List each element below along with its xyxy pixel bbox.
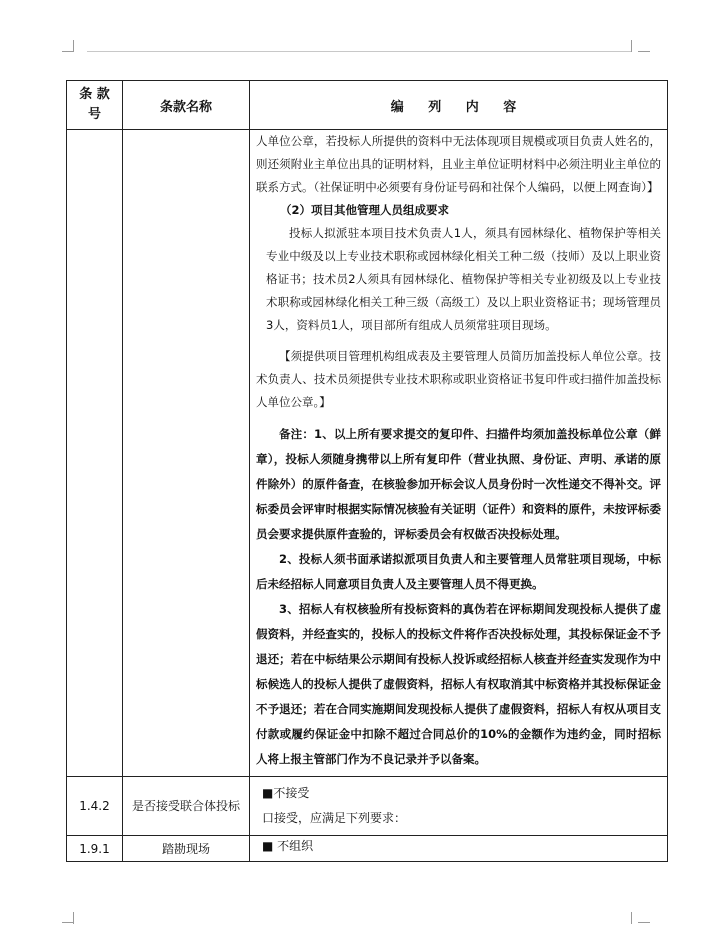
clause-number-cell: 1.9.1	[67, 836, 123, 862]
header-clause-number-line2: 号	[87, 107, 101, 122]
page-top-rule	[87, 51, 631, 52]
content-cell	[250, 836, 668, 862]
crop-mark	[631, 40, 632, 52]
option-not-organize: ■ 不组织	[262, 839, 314, 853]
table-row	[67, 836, 668, 862]
clause-name-cell: 踏勘现场	[123, 836, 250, 862]
remarks-paragraph: 2、投标人须书面承诺拟派项目负责人和主要管理人员常驻项目现场，中标后未经招标人同意项目负责人及主要管理人员不得更换。	[256, 552, 661, 591]
subsection-title: （2）项目其他管理人员组成要求	[280, 203, 449, 217]
header-content: 编 列 内 容	[250, 81, 668, 130]
table-row	[67, 130, 668, 777]
header-clause-number	[67, 81, 123, 130]
clause-number-cell	[67, 130, 123, 777]
specification-table	[66, 80, 668, 862]
content-cell	[250, 130, 668, 777]
crop-mark	[631, 912, 632, 924]
header-clause-number-line1: 条 款	[79, 87, 110, 102]
content-paragraph: 【须提供项目管理机构组成表及主要管理人员简历加盖投标人单位公章。技术负责人、技术员须提供专业技术职称或职业资格证书复印件或扫描件加盖投标人单位公章。】	[256, 349, 661, 409]
crop-mark	[638, 922, 650, 923]
header-clause-name: 条款名称	[123, 81, 250, 130]
content-paragraph: 投标人拟派驻本项目技术负责人1人，须具有园林绿化、植物保护等相关专业中级及以上专业技术职称或园林绿化相关工种二级（技师）及以上职业资格证书；技术员2人须具有园林绿化、植物保护等相关专业初级及以上专业技术职称或园林绿化相关工种三级（高级工）及以上职业资格证书；现场管理员3人，资料员1人，项目部所有组成人员须常驻项目现场。	[266, 226, 661, 332]
clause-name-cell: 是否接受联合体投标	[123, 777, 250, 836]
clause-name-cell	[123, 130, 250, 777]
table-row	[67, 777, 668, 836]
option-accept: 口接受，应满足下列要求：	[262, 811, 407, 825]
remarks-paragraph: 备注：1、以上所有要求提交的复印件、扫描件均须加盖投标单位公章（鲜章），投标人须随身携带以上所有复印件（营业执照、身份证、声明、承诺的原件除外）的原件备查，在核验参加开标会议人员身份时一次性递交不得补交。评标委员会评审时根据实际情况核验有关证明（证件）和资料的原件，未按评标委员会要求提供原件查验的，评标委员会有权做否决投标处理。	[256, 427, 661, 541]
crop-mark	[62, 922, 74, 923]
content-paragraph: 人单位公章，若投标人所提供的资料中无法体现项目规模或项目负责人姓名的，则还须附业主单位出具的证明材料，且业主单位证明材料中必须注明业主单位的联系方式。（社保证明中必须要有身份证号码和社保个人编码，以便上网查询）】	[256, 134, 661, 194]
remarks-paragraph: 3、招标人有权核验所有投标资料的真伪若在评标期间发现投标人提供了虚假资料，并经查实的，投标人的投标文件将作否决投标处理，其投标保证金不予退还；若在中标结果公示期间有投标人投诉或经招标人核查并经查实发现作为中标候选人的投标人提供了虚假资料，招标人有权取消其中标资格并其投标保证金不予退还；若在合同实施期间发现投标人提供了虚假资料，招标人有权从项目支付款或履约保证金中扣除不超过合同总价的10%的金额作为违约金，同时招标人将上报主管部门作为不良记录并予以备案。	[256, 602, 661, 766]
clause-number-cell: 1.4.2	[67, 777, 123, 836]
table-header-row	[67, 81, 668, 130]
content-cell	[250, 777, 668, 836]
crop-mark	[638, 51, 650, 52]
crop-mark	[62, 51, 74, 52]
option-not-accept: ■不接受	[262, 786, 310, 800]
